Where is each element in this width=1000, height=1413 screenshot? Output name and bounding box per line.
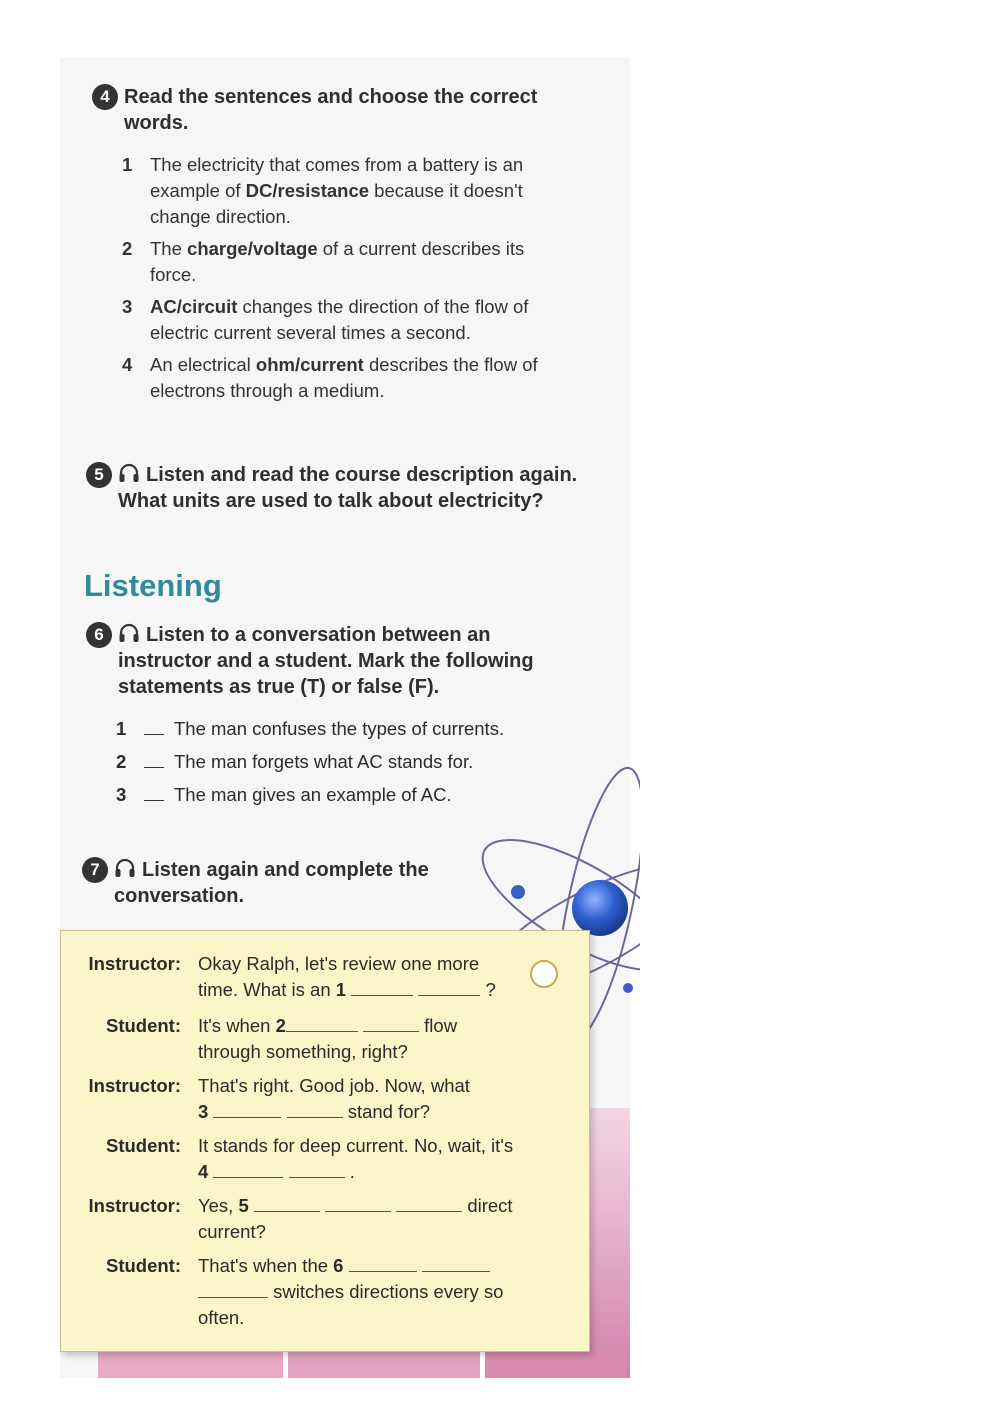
decorative-pink-band [588, 1108, 630, 1378]
exercise-number-badge: 5 [86, 462, 112, 488]
answer-blank[interactable] [418, 979, 480, 996]
answer-blank[interactable] [213, 1161, 283, 1178]
exercise-instruction: Read the sentences and choose the correct words. [124, 86, 538, 134]
exercise-4 [92, 84, 592, 410]
list-item: 3 AC/circuit changes the direction of the flow of electric current several times a second. [122, 296, 529, 343]
speaker-label: Student: [105, 1135, 181, 1156]
headphones-icon[interactable] [118, 623, 140, 643]
list-item: 1 The electricity that comes from a battery is an example of DC/resistance because it doesn't change direction. [122, 154, 524, 227]
section-heading: Listening [84, 568, 222, 603]
speaker-label: Student: [105, 1255, 181, 1276]
headphones-icon[interactable] [118, 463, 140, 483]
exercise-number-badge: 7 [82, 857, 108, 883]
exercise-instruction: Listen to a conversation between an instructor and a student. Mark the following statements as true (T) or false (F). [118, 624, 534, 698]
tf-statement: 2 The man forgets what AC stands for. [116, 751, 474, 772]
answer-blank[interactable] [325, 1195, 391, 1212]
answer-blank[interactable] [144, 767, 164, 768]
exercise-instruction: Listen again and complete the conversation. [114, 859, 429, 907]
word-choice[interactable]: AC/circuit [150, 296, 238, 317]
headphones-icon[interactable] [114, 858, 136, 878]
exercise-instruction: Listen and read the course description again. What units are used to talk about electricity? [118, 464, 578, 512]
tag-hole-icon [527, 957, 561, 991]
decorative-stripes [98, 1352, 626, 1378]
tf-statement: 3 The man gives an example of AC. [116, 784, 452, 805]
nucleus-icon [572, 880, 628, 936]
word-choice[interactable]: ohm/current [255, 354, 364, 375]
answer-blank[interactable] [351, 979, 413, 996]
answer-blank[interactable] [144, 734, 164, 735]
answer-blank[interactable] [254, 1195, 320, 1212]
answer-blank[interactable] [363, 1015, 419, 1032]
exercise-5 [86, 462, 588, 514]
exercise-number-badge: 6 [86, 622, 112, 648]
answer-blank[interactable] [144, 800, 164, 801]
exercise-number-badge: 4 [92, 84, 118, 110]
answer-blank[interactable] [349, 1255, 417, 1272]
list-item: 2 The charge/voltage of a current describes its force. [122, 238, 525, 285]
answer-blank[interactable] [396, 1195, 462, 1212]
speaker-label: Instructor: [88, 953, 181, 974]
answer-blank[interactable] [422, 1255, 490, 1272]
dialogue-panel: Instructor: Okay Ralph, let's review one more time. What is an 1 ? Student: It's when 2 flow through something, right? Instructor: That's right. Good job. Now, what 3 stand for? Student: It stands for deep current. No, wait, it's 4 . Instructor: Yes, 5 direct current? Student: That's when the 6 switches directions every so often. [60, 930, 590, 1352]
answer-blank[interactable] [289, 1161, 345, 1178]
word-choice[interactable]: charge/voltage [187, 238, 318, 259]
answer-blank[interactable] [286, 1015, 358, 1032]
answer-blank[interactable] [287, 1101, 343, 1118]
speaker-label: Instructor: [88, 1075, 181, 1096]
exercise-6 [86, 622, 576, 815]
word-choice[interactable]: DC/resistance [245, 180, 370, 201]
answer-blank[interactable] [213, 1101, 281, 1118]
tf-statement: 1 The man confuses the types of currents. [116, 718, 505, 739]
speaker-label: Student: [105, 1015, 181, 1036]
speaker-label: Instructor: [88, 1195, 181, 1216]
answer-blank[interactable] [198, 1281, 268, 1298]
exercise-7 [82, 857, 514, 909]
electron-icon [623, 983, 633, 993]
list-item: 4 An electrical ohm/current describes the flow of electrons through a medium. [122, 354, 538, 401]
